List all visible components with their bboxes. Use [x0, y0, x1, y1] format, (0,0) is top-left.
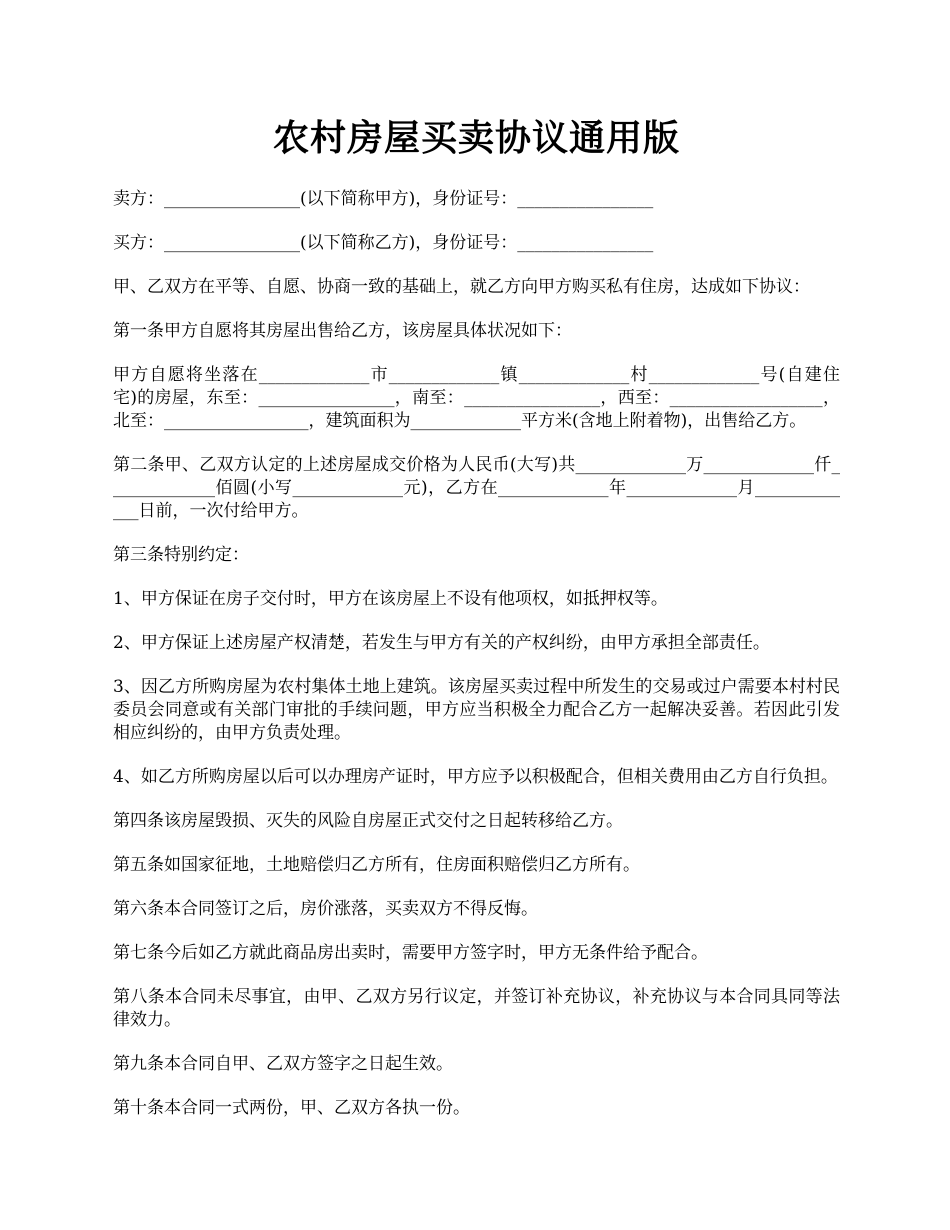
article-3-clause-3: 3、因乙方所购房屋为农村集体土地上建筑。该房屋买卖过程中所发生的交易或过户需要本村村民委员会同意或有关部门审批的手续问题，甲方应当积极全力配合乙方一起解决妥善。若因此引发相应纠纷的，由甲方负责处理。	[113, 677, 840, 743]
article-5: 第五条如国家征地，土地赔偿归乙方所有，住房面积赔偿归乙方所有。	[113, 855, 640, 875]
article-3-clause-1: 1、甲方保证在房子交付时，甲方在该房屋上不设有他项权，如抵押权等。	[113, 589, 668, 609]
article-6: 第六条本合同签订之后，房价涨落，买卖双方不得反悔。	[113, 899, 538, 919]
article-9: 第九条本合同自甲、乙双方签字之日起生效。	[113, 1054, 453, 1074]
document-title: 农村房屋买卖协议通用版	[272, 117, 680, 159]
article-1-heading: 第一条甲方自愿将其房屋出售给乙方，该房屋具体状况如下：	[113, 321, 572, 341]
buyer-line: 买方：________________(以下简称乙方)，身份证号：________________	[113, 233, 654, 253]
article-8: 第八条本合同未尽事宜，由甲、乙双方另行议定，并签订补充协议，补充协议与本合同具同等法律效力。	[113, 987, 840, 1030]
seller-line: 卖方：________________(以下简称甲方)，身份证号：________________	[113, 189, 654, 209]
article-1-property-details: 甲方自愿将坐落在_____________市_____________镇_____________村_____________号(自建住宅)的房屋，东至：________________，南至：________________，西至：__________________，北至：_________________，建筑面积为_____________平方米(含地上附着物)，出售给乙方。	[113, 365, 840, 431]
preamble: 甲、乙双方在平等、自愿、协商一致的基础上，就乙方向甲方购买私有住房，达成如下协议：	[113, 277, 810, 297]
article-4: 第四条该房屋毁损、灭失的风险自房屋正式交付之日起转移给乙方。	[113, 811, 623, 831]
article-7: 第七条今后如乙方就此商品房出卖时，需要甲方签字时，甲方无条件给予配合。	[113, 943, 708, 963]
document-page	[113, 112, 840, 1141]
article-3-clause-4: 4、如乙方所购房屋以后可以办理房产证时，甲方应予以积极配合，但相关费用由乙方自行负担。	[113, 767, 838, 787]
article-2-price: 第二条甲、乙双方认定的上述房屋成交价格为人民币(大写)共_____________万_____________仟_____________佰圆(小写_____________元)，乙方在_____________年_____________月_____________日前，一次付给甲方。	[113, 455, 840, 521]
article-3-clause-2: 2、甲方保证上述房屋产权清楚，若发生与甲方有关的产权纠纷，由甲方承担全部责任。	[113, 633, 770, 653]
article-10: 第十条本合同一式两份，甲、乙双方各执一份。	[113, 1098, 470, 1118]
article-3-heading: 第三条特别约定：	[113, 545, 249, 565]
